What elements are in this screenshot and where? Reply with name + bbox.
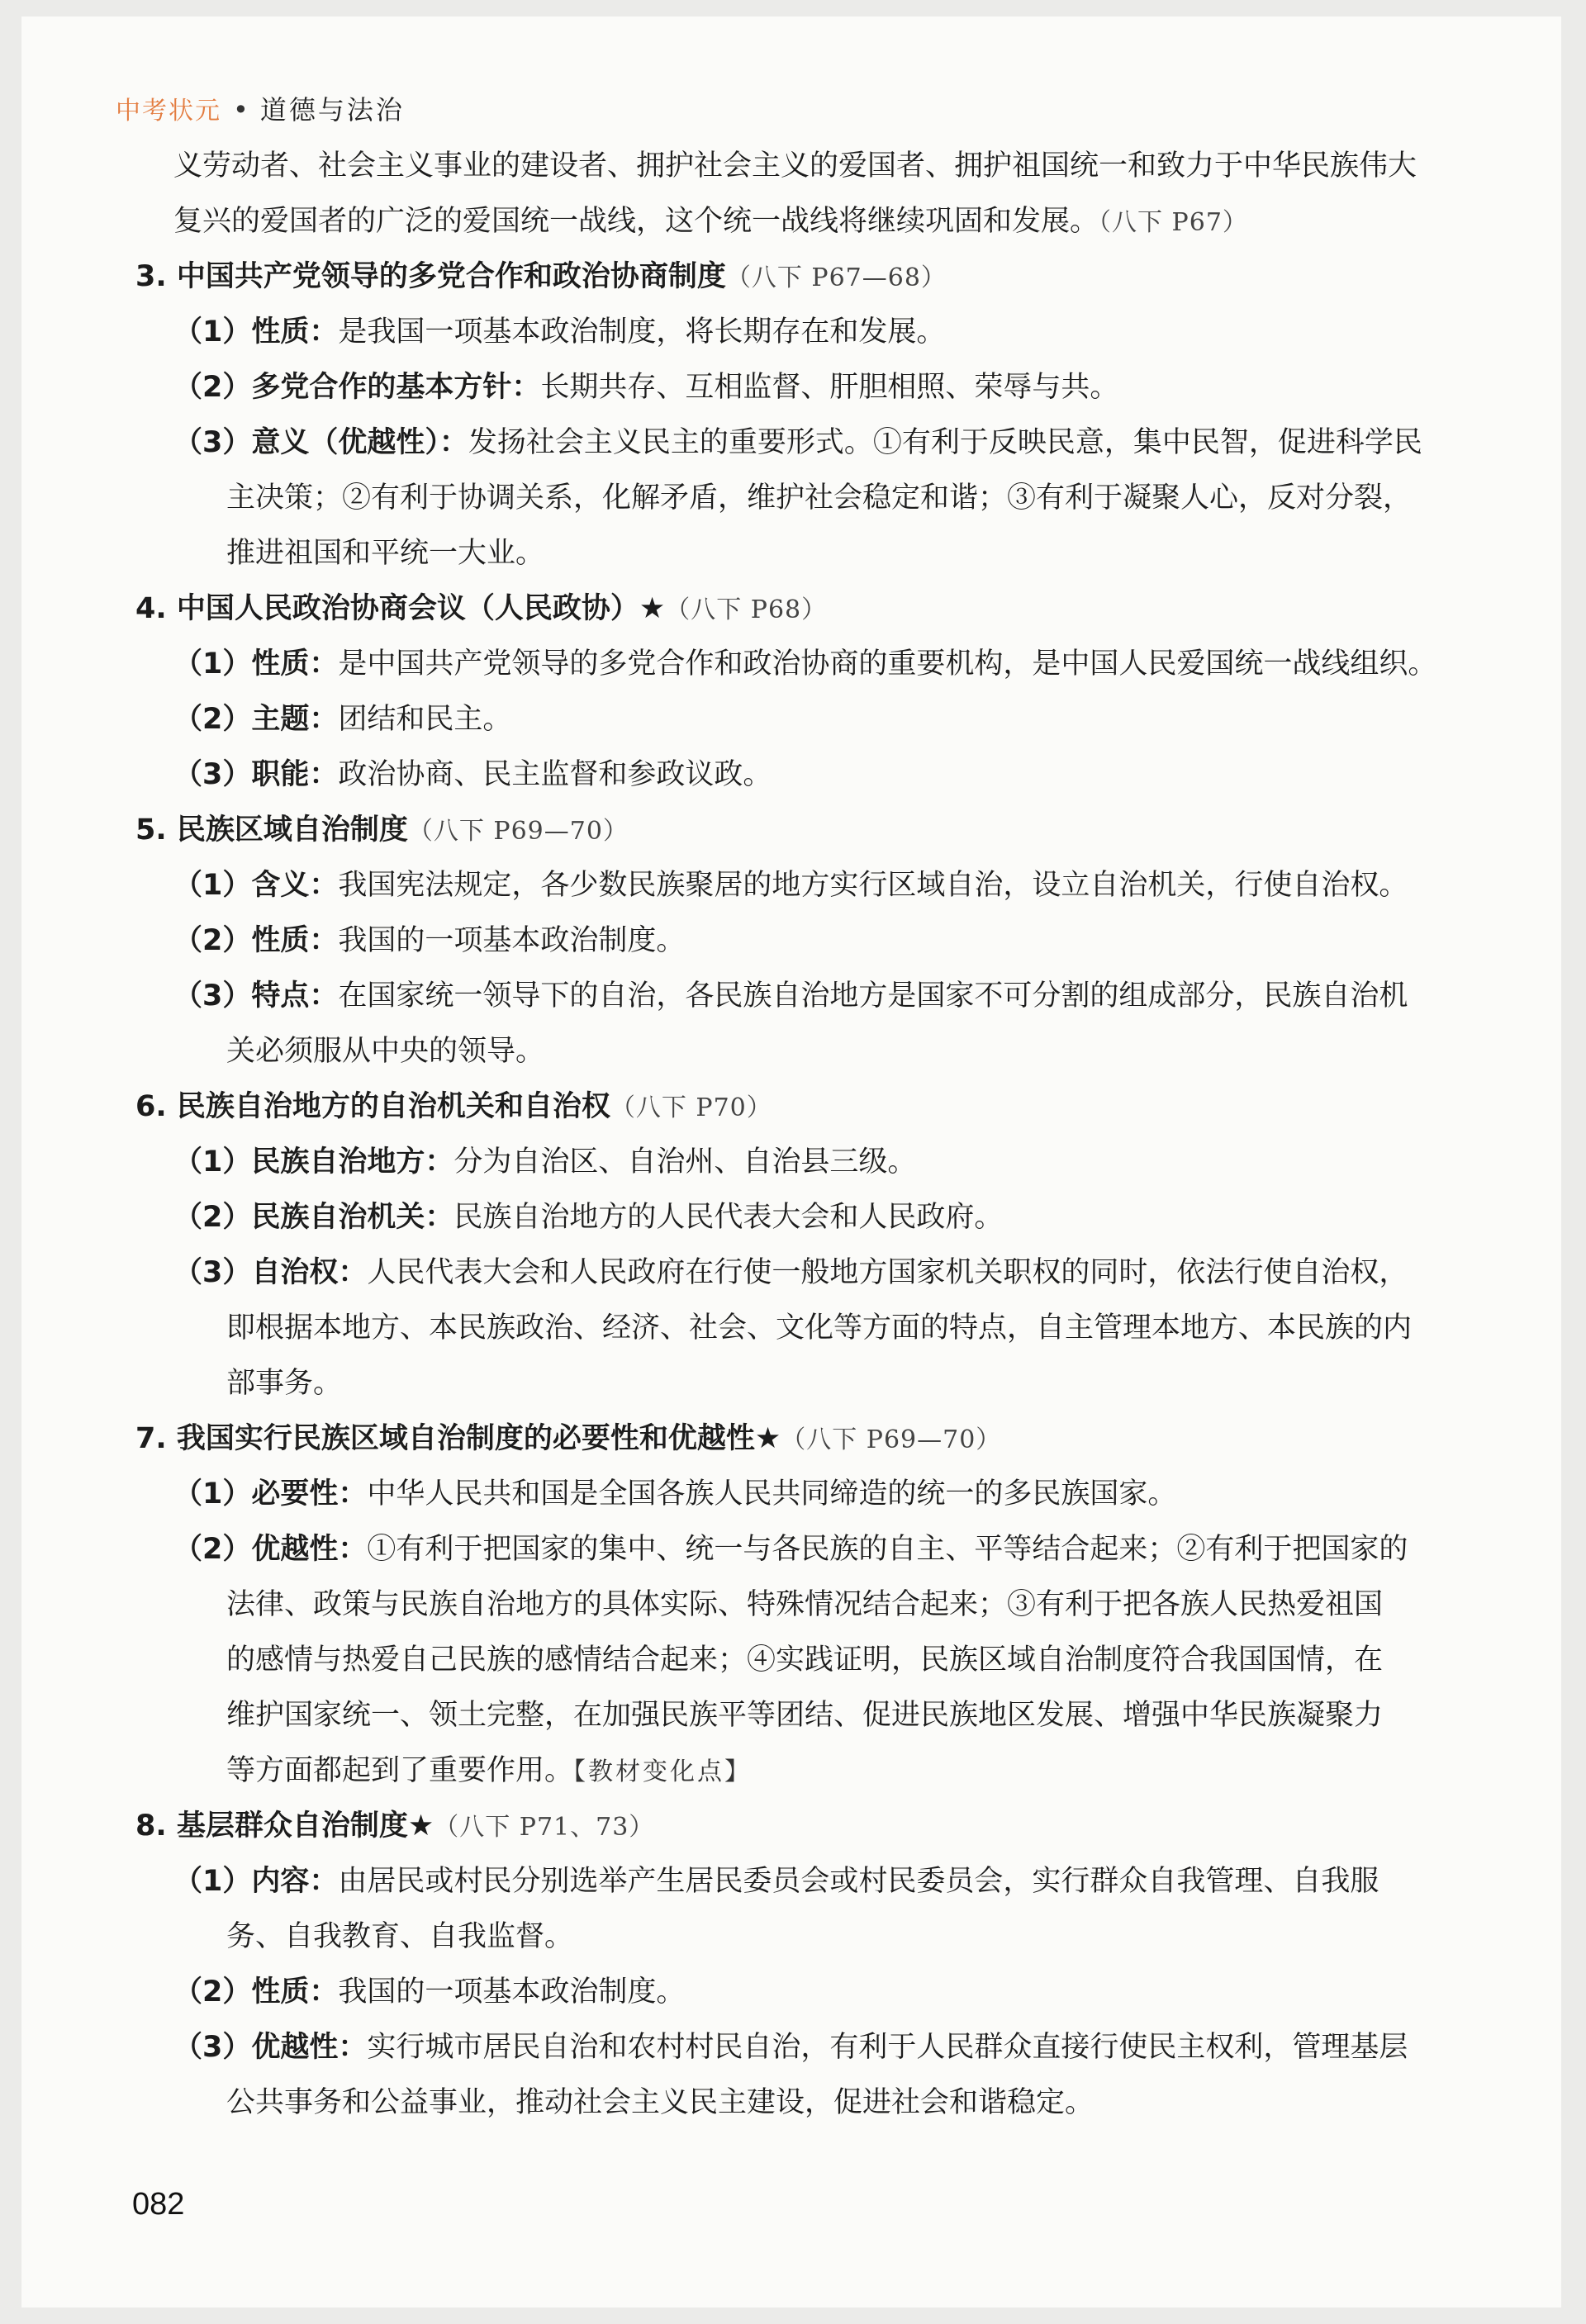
section-heading: 3. 中国共产党领导的多党合作和政治协商制度（八下 P67—68） (135, 260, 947, 293)
paragraph-line: 复兴的爱国者的广泛的爱国统一战线，这个统一战线将继续巩固和发展。（八下 P67） (173, 205, 1248, 238)
list-item: （3）意义（优越性）：发扬社会主义民主的重要形式。①有利于反映民意，集中民智，促进科学民 (173, 426, 1422, 459)
list-item: （3）职能：政治协商、民主监督和参政议政。 (173, 758, 772, 791)
item-label: （3）意义（优越性）： (173, 426, 468, 459)
textbook-reference: （八下 P67） (1099, 208, 1248, 237)
star-icon: ★ (754, 1422, 781, 1455)
list-item-continuation: 部事务。 (226, 1367, 343, 1400)
textbook-reference: （八下 P69—70） (781, 1425, 1002, 1454)
section-heading: 6. 民族自治地方的自治机关和自治权（八下 P70） (135, 1090, 772, 1123)
item-label: （3）特点： (173, 979, 339, 1013)
section-heading: 7. 我国实行民族区域自治制度的必要性和优越性★（八下 P69—70） (135, 1422, 1002, 1455)
star-icon: ★ (407, 1809, 434, 1843)
list-item: （2）民族自治机关：民族自治地方的人民代表大会和人民政府。 (173, 1201, 1004, 1234)
list-item-continuation: 维护国家统一、领土完整，在加强民族平等团结、促进民族地区发展、增强中华民族凝聚力 (226, 1699, 1384, 1732)
item-label: （1）内容： (173, 1865, 339, 1898)
item-label: （3）自治权： (173, 1256, 368, 1289)
item-label: （1）性质： (173, 647, 339, 681)
subject-title: 道德与法治 (259, 94, 405, 126)
list-item-continuation: 推进祖国和平统一大业。 (226, 537, 545, 570)
list-item: （2）性质：我国的一项基本政治制度。 (173, 1975, 686, 2009)
list-item-continuation: 等方面都起到了重要作用。【教材变化点】 (226, 1754, 753, 1787)
item-label: （1）含义： (173, 869, 339, 902)
list-item: （1）性质：是中国共产党领导的多党合作和政治协商的重要机构，是中国人民爱国统一战线组织。 (173, 647, 1437, 681)
list-item: （2）优越性：①有利于把国家的集中、统一与各民族的自主、平等结合起来；②有利于把国家的 (173, 1533, 1408, 1566)
section-heading: 5. 民族区域自治制度（八下 P69—70） (135, 813, 629, 847)
textbook-reference: （八下 P69—70） (407, 817, 629, 846)
textbook-reference: （八下 P71、73） (434, 1813, 655, 1842)
list-item-continuation: 主决策；②有利于协调关系，化解矛盾，维护社会稳定和谐；③有利于凝聚人心，反对分裂， (226, 481, 1413, 515)
item-label: （2）主题： (173, 703, 339, 736)
textbook-reference: （八下 P67—68） (725, 263, 947, 292)
item-label: （1）性质： (173, 315, 339, 349)
item-label: （3）职能： (173, 758, 339, 791)
textbook-change-tag: 【教材变化点】 (573, 1757, 753, 1786)
list-item: （2）性质：我国的一项基本政治制度。 (173, 924, 686, 957)
paragraph-line: 义劳动者、社会主义事业的建设者、拥护社会主义的爱国者、拥护祖国统一和致力于中华民族伟大 (173, 149, 1417, 183)
page-number: 082 (132, 2187, 185, 2222)
textbook-reference: （八下 P68） (665, 595, 828, 624)
list-item-continuation: 即根据本地方、本民族政治、经济、社会、文化等方面的特点，自主管理本地方、本民族的内 (226, 1311, 1413, 1345)
list-item: （3）自治权：人民代表大会和人民政府在行使一般地方国家机关职权的同时，依法行使自治权， (173, 1256, 1408, 1289)
list-item: （2）主题：团结和民主。 (173, 703, 512, 736)
list-item: （3）优越性：实行城市居民自治和农村村民自治，有利于人民群众直接行使民主权利，管理基层 (173, 2031, 1408, 2064)
item-label: （2）优越性： (173, 1533, 368, 1566)
list-item-continuation: 公共事务和公益事业，推动社会主义民主建设，促进社会和谐稳定。 (226, 2086, 1095, 2119)
item-label: （2）性质： (173, 924, 339, 957)
list-item: （1）性质：是我国一项基本政治制度，将长期存在和发展。 (173, 315, 946, 349)
item-label: （1）必要性： (173, 1477, 368, 1511)
item-label: （2）民族自治机关： (173, 1201, 454, 1234)
list-item: （3）特点：在国家统一领导下的自治，各民族自治地方是国家不可分割的组成部分，民族自治机 (173, 979, 1408, 1013)
star-icon: ★ (639, 592, 666, 625)
list-item: （1）内容：由居民或村民分别选举产生居民委员会或村民委员会，实行群众自我管理、自我服 (173, 1865, 1379, 1898)
list-item: （2）多党合作的基本方针：长期共存、互相监督、肝胆相照、荣辱与共。 (173, 371, 1119, 404)
section-heading: 4. 中国人民政治协商会议（人民政协）★（八下 P68） (135, 592, 828, 625)
list-item-continuation: 关必须服从中央的领导。 (226, 1035, 545, 1068)
item-label: （2）性质： (173, 1975, 339, 2009)
brand-logo: 中考状元 (116, 97, 221, 126)
list-item-continuation: 务、自我教育、自我监督。 (226, 1920, 574, 1953)
list-item-continuation: 法律、政策与民族自治地方的具体实际、特殊情况结合起来；③有利于把各族人民热爱祖国 (226, 1588, 1384, 1621)
list-item-continuation: 的感情与热爱自己民族的感情结合起来；④实践证明，民族区域自治制度符合我国国情，在 (226, 1643, 1384, 1677)
header-separator: • (233, 94, 249, 126)
list-item: （1）民族自治地方：分为自治区、自治州、自治县三级。 (173, 1145, 917, 1179)
item-label: （1）民族自治地方： (173, 1145, 454, 1179)
section-heading: 8. 基层群众自治制度★（八下 P71、73） (135, 1809, 655, 1843)
textbook-reference: （八下 P70） (610, 1093, 772, 1122)
list-item: （1）必要性：中华人民共和国是全国各族人民共同缔造的统一的多民族国家。 (173, 1477, 1177, 1511)
item-label: （3）优越性： (173, 2031, 368, 2064)
running-header (116, 89, 405, 127)
item-label: （2）多党合作的基本方针： (173, 371, 541, 404)
page-content (135, 139, 1507, 2131)
list-item: （1）含义：我国宪法规定，各少数民族聚居的地方实行区域自治，设立自治机关，行使自治权。 (173, 869, 1408, 902)
